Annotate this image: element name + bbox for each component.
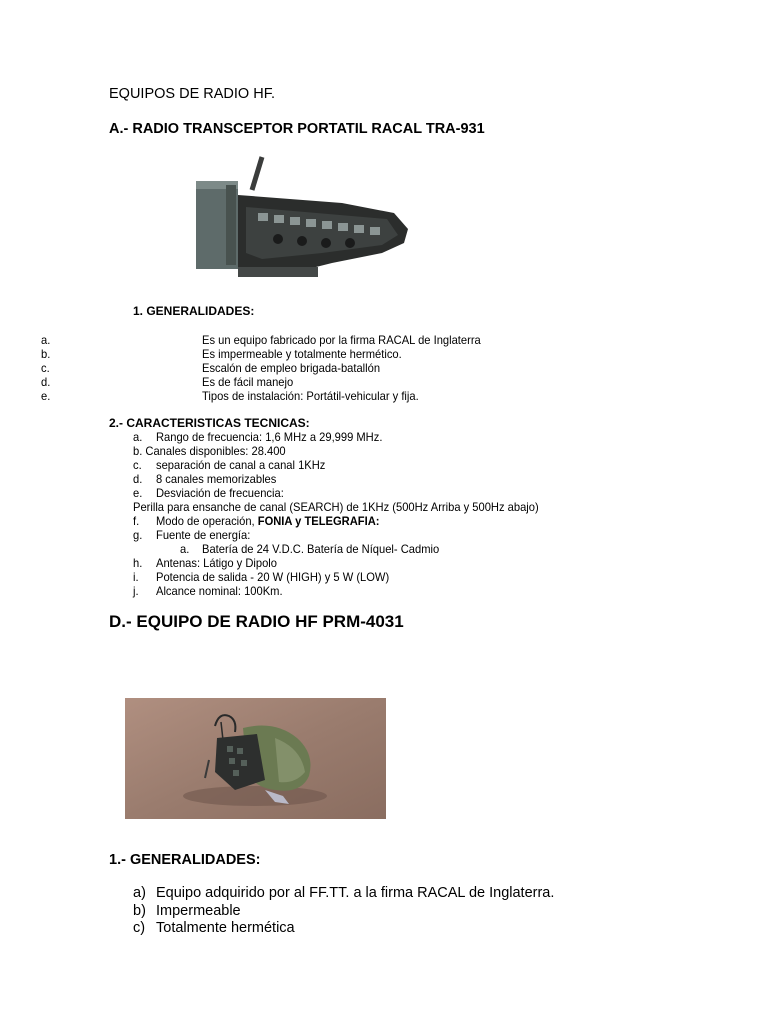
caracteristicas-heading: 2.- CARACTERISTICAS TECNICAS: [109, 416, 310, 430]
section-d-heading: D.- EQUIPO DE RADIO HF PRM-4031 [109, 612, 404, 631]
list-item-letter: c) [133, 920, 146, 936]
spec-text: Fuente de energía: [156, 528, 251, 542]
spec-text: Antenas: Látigo y Dipolo [156, 556, 277, 570]
spec-text: 8 canales memorizables [156, 472, 277, 486]
section-a-heading: A.- RADIO TRANSCEPTOR PORTATIL RACAL TRA-931 [109, 121, 485, 137]
spec-text: Potencia de salida - 20 W (HIGH) y 5 W (LOW) [156, 570, 390, 584]
list-item-text: Equipo adquirido por al FF.TT. a la firma RACAL de Inglaterra. [156, 885, 555, 901]
generalidades-heading: 1. GENERALIDADES: [133, 304, 255, 318]
list-item-text: Escalón de empleo brigada-batallón [202, 361, 381, 375]
spec-text: Perilla para ensanche de canal (SEARCH) de 1KHz (500Hz Arriba y 500Hz abajo) [133, 500, 539, 514]
list-item-text: Es de fácil manejo [202, 375, 294, 389]
spec-text-regular: Modo de operación, [156, 514, 258, 528]
list-item-text: Totalmente hermética [156, 920, 295, 936]
spec-sub-text: Batería de 24 V.D.C. Batería de Níquel- Cadmio [202, 542, 440, 556]
spec-text: Alcance nominal: 100Km. [156, 584, 283, 598]
spec-text-bold: FONIA y TELEGRAFIA: [257, 514, 380, 528]
list-item-text: Impermeable [156, 903, 241, 919]
list-item-text: Tipos de instalación: Portátil-vehicular y fija. [202, 389, 419, 403]
spec-text [156, 514, 379, 528]
spec-letter: e. [133, 486, 143, 500]
list-item-letter: a) [133, 885, 146, 901]
list-item-letter: b. [41, 347, 51, 361]
section-d-generalidades-heading: 1.- GENERALIDADES: [109, 852, 261, 868]
spec-letter: g. [133, 528, 143, 542]
list-item-letter: b) [133, 903, 146, 919]
spec-text: Desviación de frecuencia: [156, 486, 284, 500]
spec-letter: i. [133, 570, 139, 584]
spec-letter: f. [133, 514, 140, 528]
radio-tra931-image [182, 155, 410, 293]
list-item-letter: d. [41, 375, 51, 389]
list-item-letter: e. [41, 389, 51, 403]
list-item-letter: a. [41, 333, 51, 347]
spec-letter: c. [133, 458, 142, 472]
spec-text: separación de canal a canal 1KHz [156, 458, 326, 472]
spec-letter: a. [133, 430, 143, 444]
list-item-text: Es un equipo fabricado por la firma RACAL de Inglaterra [202, 333, 481, 347]
document-title: EQUIPOS DE RADIO HF. [109, 86, 275, 102]
list-item-letter: c. [41, 361, 50, 375]
list-item-text: Es impermeable y totalmente hermético. [202, 347, 402, 361]
spec-letter: d. [133, 472, 143, 486]
spec-letter: h. [133, 556, 143, 570]
radio-prm4031-image [125, 698, 386, 819]
spec-letter: j. [133, 584, 139, 598]
spec-text: Rango de frecuencia: 1,6 MHz a 29,999 MHz. [156, 430, 383, 444]
spec-sub-letter: a. [180, 542, 190, 556]
spec-text: b. Canales disponibles: 28.400 [133, 444, 286, 458]
